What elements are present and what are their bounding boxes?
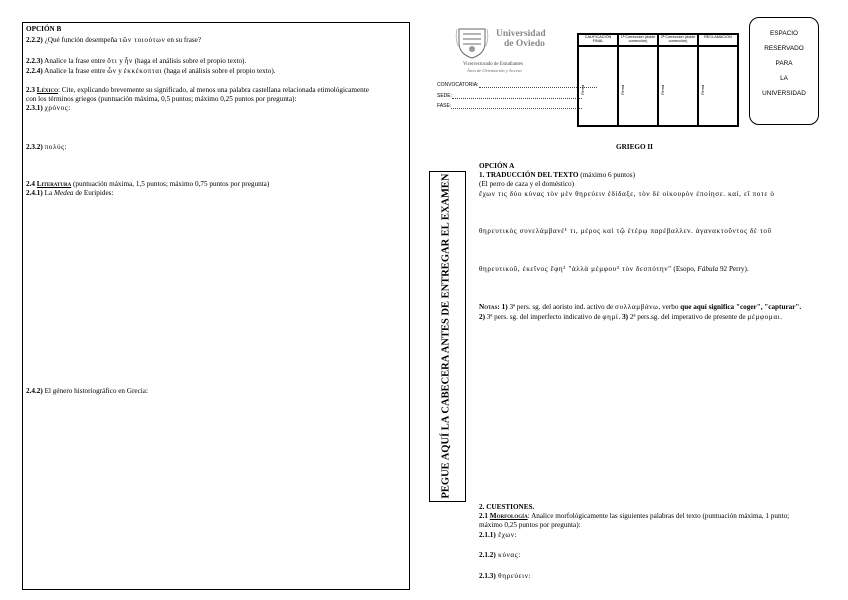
greek-text-line2: θηρευτικὸς συνελάμβανέ¹ τι, μέρος καὶ τῷ ἑτέρῳ παρέβαλλεν. ἀγανακτοῦντος δὲ τοῦ (479, 227, 772, 235)
question-2-4-2: 2.4.2) El género historiográfico en Grecia: (26, 387, 148, 395)
convocatoria-field: CONVOCATORIA: (437, 81, 597, 88)
section-1-title: 1. TRADUCCIÓN DEL TEXTO (máximo 6 puntos) (479, 171, 635, 179)
section-2-title: 2. CUESTIONES. (479, 503, 535, 511)
section-2-4: 2.4 Literatura (puntuación máxima, 1,5 puntos; máximo 0,75 puntos por pregunta) (26, 180, 270, 188)
greek-text-line3: θηρευτικοῦ, ἐκεῖνος ἔφη² "ἀλλὰ μέμφου³ τὸν δεσπότην" (Esopo, Fábula 92 Perry). (479, 265, 749, 273)
grade-header-final: CALIFICACIÓN FINAL (578, 34, 618, 46)
question-2-2-4: 2.2.4) Analice la frase entre ὧν y ἐκκέκοπται (haga el análisis sobre el propio texto). (26, 67, 276, 75)
vicerrectorado-label: Vicerrectorado de Estudiantes (463, 62, 523, 67)
grade-table (577, 33, 739, 127)
sede-field: SEDE: (437, 92, 582, 99)
question-2-2-2: 2.2.2) ¿Qué función desempeña τῶν τοιούτων en su frase? (26, 36, 202, 44)
left-answer-box (22, 22, 410, 590)
fase-line (451, 102, 582, 109)
section-2-1-line1: 2.1 Morfología: Analice morfológicamente las siguientes palabras del texto (puntuación máxima, 1 punto; (479, 512, 790, 520)
question-2-3-2: 2.3.2) πολύς: (26, 143, 67, 151)
paste-header-instruction: PEGUE AQUÍ LA CABECERA ANTES DE ENTREGAR EL EXAMEN (440, 173, 452, 499)
notes-line2: 2) 3ª pers. sg. del imperfecto indicativo de φημί. 3) 2ª pers.sg. del imperativo de presente de μέμφομαι. (479, 313, 783, 321)
university-crest-icon (455, 26, 489, 60)
fase-field: FASE: (437, 102, 582, 109)
grade-header-second: 2ª Corrección (doble corrección) (658, 34, 698, 46)
grade-cell-final: Firma (578, 46, 618, 126)
option-a-title: OPCIÓN A (479, 162, 515, 170)
grade-cell-second: Firma (658, 46, 698, 126)
grade-cell-first: Firma (618, 46, 658, 126)
university-reserved-box: ESPACIO RESERVADO PARA LA UNIVERSIDAD (749, 17, 819, 125)
sede-line (452, 92, 582, 99)
university-name-1: Universidad (496, 29, 546, 39)
grade-cell-claim: Firma (698, 46, 738, 126)
section-2-3-line1: 2.3 Léxico: Cite, explicando brevemente su significado, al menos una palabra castellana relacionada etimológicamente (26, 86, 369, 94)
area-label: Área de Orientación y Acceso (467, 68, 522, 73)
option-b-title: OPCIÓN B (26, 25, 62, 33)
question-2-1-3: 2.1.3) θηρεύειν: (479, 572, 531, 580)
exam-title: GRIEGO II (616, 143, 653, 151)
grade-header-first: 1ª Corrección (doble corrección) (618, 34, 658, 46)
question-2-3-1: 2.3.1) χρόνος: (26, 104, 71, 112)
section-2-3-line2: con los términos griegos (puntuación máxima, 0,5 puntos; máximo 0,25 puntos por pregunta): (26, 95, 297, 103)
greek-text-line1: ἔχων τις δύο κύνας τὸν μὲν θηρεύειν ἐδίδαξε, τὸν δὲ οἰκουρὸν ἐποίησε. καί, εἴ ποτε ὁ (479, 190, 775, 198)
notes-line1: Notas: 1) 3ª pers. sg. del aoristo ind. activo de συλλαμβάνω, verbo que aquí significa "coger", "capturar". (479, 303, 802, 311)
question-2-2-3: 2.2.3) Analice la frase entre ὅτι y ἦν (haga el análisis sobre el propio texto). (26, 57, 247, 65)
question-2-1-2: 2.1.2) κύνας: (479, 551, 521, 559)
question-2-1-1: 2.1.1) ἔχων: (479, 531, 517, 539)
section-2-1-line2: máximo 0,25 puntos por pregunta): (479, 521, 581, 529)
question-2-4-1: 2.4.1) La Medea de Eurípides: (26, 189, 114, 197)
university-name-2: de Oviedo (504, 39, 545, 49)
grade-header-claim: RECLAMACIÓN (698, 34, 738, 46)
text-subtitle: (El perro de caza y el doméstico) (479, 180, 574, 188)
